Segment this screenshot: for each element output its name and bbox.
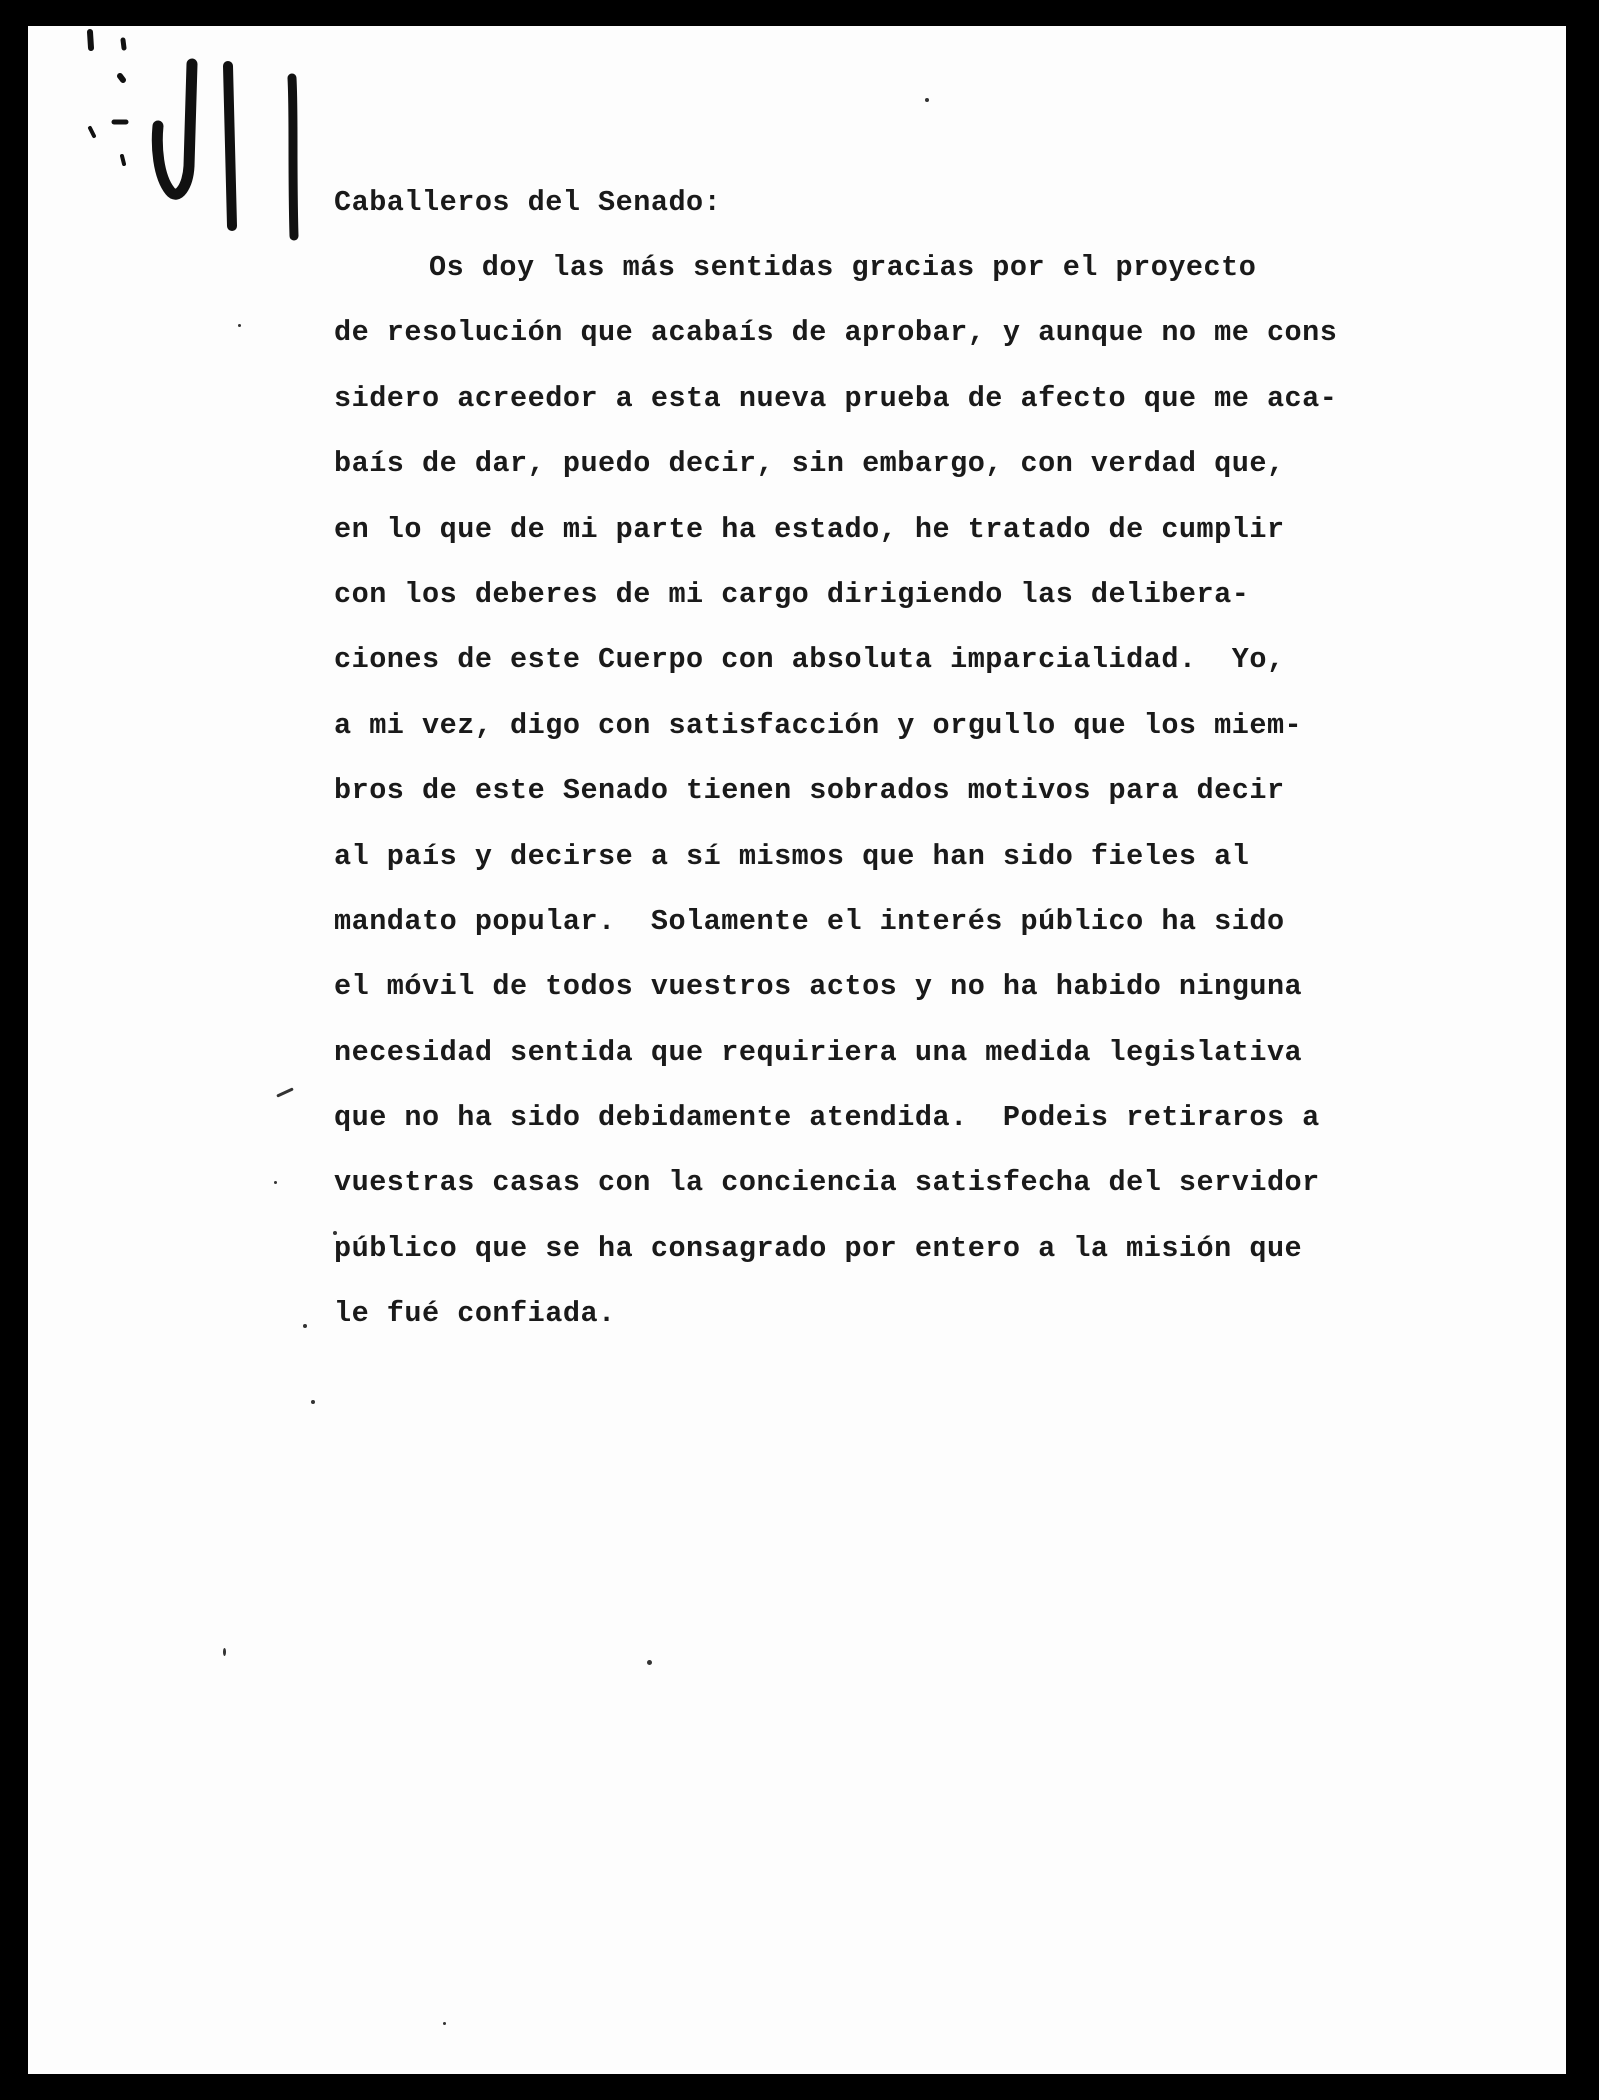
text-line: ciones de este Cuerpo con absoluta imparcialidad. Yo, — [334, 643, 1285, 677]
text-line: con los deberes de mi cargo dirigiendo las delibera- — [334, 577, 1250, 611]
text-line: necesidad sentida que requiriera una medida legislativa — [334, 1035, 1303, 1069]
text-line: público que se ha consagrado por entero a la misión que — [334, 1231, 1303, 1265]
text-line: en lo que de mi parte ha estado, he tratado de cumplir — [334, 512, 1285, 546]
text-line: mandato popular. Solamente el interés público ha sido — [334, 904, 1285, 938]
text-line: le fué confiada. — [334, 1297, 616, 1331]
text-line: de resolución que acabaís de aprobar, y aunque no me cons — [334, 316, 1338, 350]
handwritten-margin-mark — [28, 26, 368, 256]
salutation: Caballeros del Senado: — [334, 186, 722, 219]
letter-body — [334, 170, 1484, 1347]
text-line: bros de este Senado tienen sobrados motivos para decir — [334, 774, 1285, 808]
document-page — [28, 26, 1566, 2074]
text-line: al país y decirse a sí mismos que han sido fieles al — [334, 839, 1250, 873]
text-line: vuestras casas con la conciencia satisfecha del servidor — [334, 1166, 1320, 1200]
text-line: sidero acreedor a esta nueva prueba de afecto que me aca- — [334, 381, 1338, 415]
text-line: a mi vez, digo con satisfacción y orgullo que los miem- — [334, 708, 1303, 742]
text-line: Os doy las más sentidas gracias por el proyecto — [429, 251, 1257, 284]
text-line: baís de dar, puedo decir, sin embargo, con verdad que, — [334, 447, 1285, 481]
text-line: el móvil de todos vuestros actos y no ha habido ninguna — [334, 970, 1303, 1004]
text-line: que no ha sido debidamente atendida. Podeis retiraros a — [334, 1101, 1320, 1135]
